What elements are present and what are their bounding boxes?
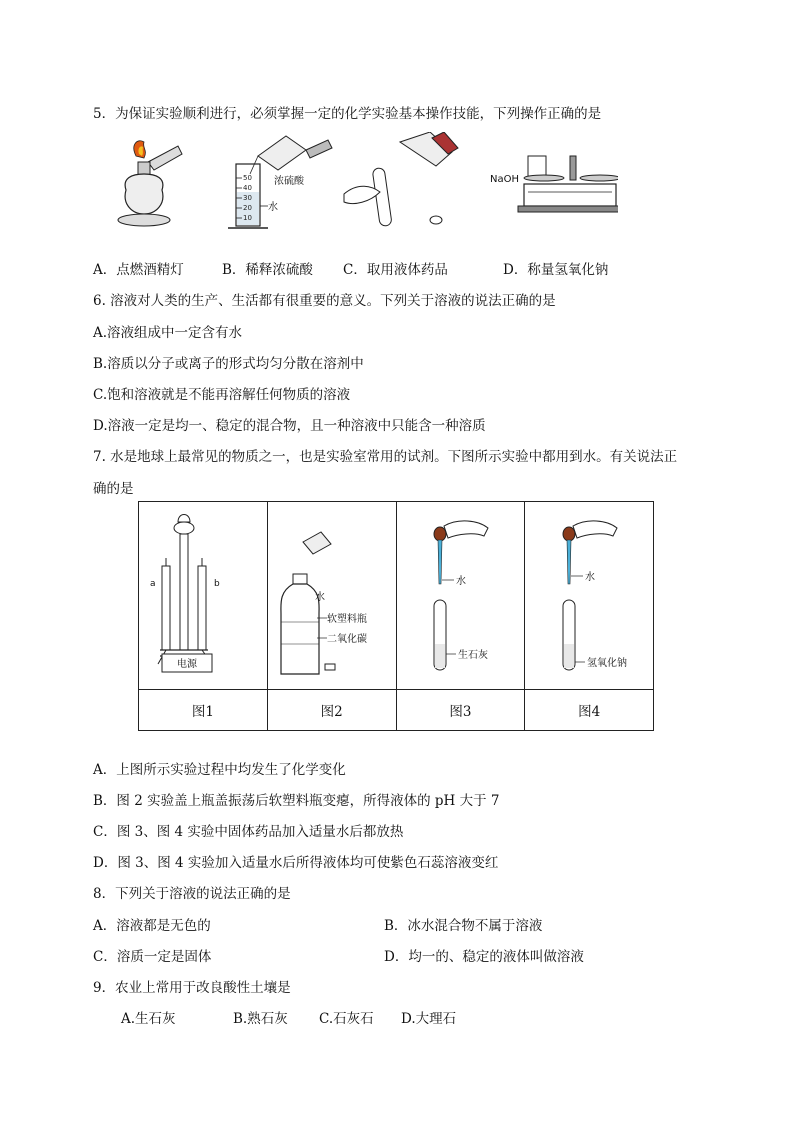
q8-option-c: C．溶质一定是固体 <box>93 949 212 965</box>
fig3-cell <box>396 502 525 690</box>
bottle-figure <box>269 504 394 684</box>
q7-option-c: C．图 3、图 4 实验中固体药品加入适量水后都放热 <box>93 824 404 840</box>
q9-option-d: D.大理石 <box>401 1011 457 1027</box>
co2-label: 二氧化碳 <box>327 633 368 645</box>
q5-option-a: A．点燃酒精灯 <box>93 262 184 278</box>
electrode-b-label: b <box>214 578 221 589</box>
acid-label: 浓硫酸 <box>274 176 304 187</box>
cylinder-scale-30: 30 <box>243 194 252 202</box>
q8-option-d: D．均一的、稳定的液体叫做溶液 <box>384 949 584 965</box>
fig4-caption: 图4 <box>525 690 654 731</box>
fig1-caption: 图1 <box>139 690 268 731</box>
electrode-a-label: a <box>150 578 156 589</box>
cylinder-scale-40: 40 <box>243 184 252 192</box>
q6-stem: 6. 溶液对人类的生产、生活都有很重要的意义。下列关于溶液的说法正确的是 <box>93 293 556 309</box>
q5-stem: 5．为保证实验顺利进行，必须掌握一定的化学实验基本操作技能，下列操作正确的是 <box>93 106 602 122</box>
q7-stem-line2: 确的是 <box>93 481 134 497</box>
cylinder-scale-20: 20 <box>243 204 252 212</box>
alcohol-lamp-figure <box>108 134 188 234</box>
fig2-caption: 图2 <box>267 690 396 731</box>
fig1-cell <box>139 502 268 690</box>
power-label: 电源 <box>177 658 198 670</box>
q5-option-c: C．取用液体药品 <box>343 262 448 278</box>
balance-figure <box>488 150 618 216</box>
q9-option-c: C.石灰石 <box>319 1011 374 1027</box>
q7-figure-table <box>138 501 654 731</box>
cylinder-scale-10: 10 <box>243 214 252 222</box>
q7-option-a: A．上图所示实验过程中均发生了化学变化 <box>93 762 346 778</box>
q8-stem: 8．下列关于溶液的说法正确的是 <box>93 886 291 902</box>
q9-option-a: A.生石灰 <box>121 1011 176 1027</box>
take-liquid-figure <box>340 132 470 232</box>
q8-option-a: A．溶液都是无色的 <box>93 918 211 934</box>
q5-option-d: D．称量氢氧化钠 <box>503 262 609 278</box>
q6-option-a: A.溶液组成中一定含有水 <box>93 325 243 341</box>
q9-stem: 9．农业上常用于改良酸性土壤是 <box>93 980 291 996</box>
water-label: 水 <box>268 202 278 213</box>
q7-option-d: D．图 3、图 4 实验加入适量水后所得液体均可使紫色石蕊溶液变红 <box>93 855 499 871</box>
fig3-solid-label: 生石灰 <box>457 649 488 661</box>
q6-option-d: D.溶液一定是均一、稳定的混合物，且一种溶液中只能含一种溶质 <box>93 418 486 434</box>
fig3-water-label: 水 <box>455 575 466 587</box>
dilute-acid-figure <box>228 134 343 234</box>
bottle-label: 软塑料瓶 <box>327 613 368 625</box>
q8-option-b: B．冰水混合物不属于溶液 <box>384 918 543 934</box>
fig4-dropper-figure <box>527 504 652 684</box>
q6-option-b: B.溶质以分子或离子的形式均匀分散在溶剂中 <box>93 356 364 372</box>
fig4-cell <box>525 502 654 690</box>
q7-stem-line1: 7. 水是地球上最常见的物质之一，也是实验室常用的试剂。下图所示实验中都用到水。有关说法正 <box>93 449 678 465</box>
cylinder-scale-50: 50 <box>243 174 252 182</box>
q5-option-b: B．稀释浓硫酸 <box>222 262 313 278</box>
fig3-caption: 图3 <box>396 690 525 731</box>
q9-option-b: B.熟石灰 <box>233 1011 288 1027</box>
fig4-solid-label: 氢氧化钠 <box>586 657 627 669</box>
fig3-dropper-figure <box>398 504 523 684</box>
fig2-water-label: 水 <box>315 591 326 603</box>
electrolysis-figure <box>140 504 265 684</box>
fig2-cell <box>267 502 396 690</box>
q7-option-b: B．图 2 实验盖上瓶盖振荡后软塑料瓶变瘪，所得液体的 pH 大于 7 <box>93 793 500 809</box>
q6-option-c: C.饱和溶液就是不能再溶解任何物质的溶液 <box>93 387 351 403</box>
naoh-label: NaOH <box>490 174 519 185</box>
fig4-water-label: 水 <box>584 571 595 583</box>
